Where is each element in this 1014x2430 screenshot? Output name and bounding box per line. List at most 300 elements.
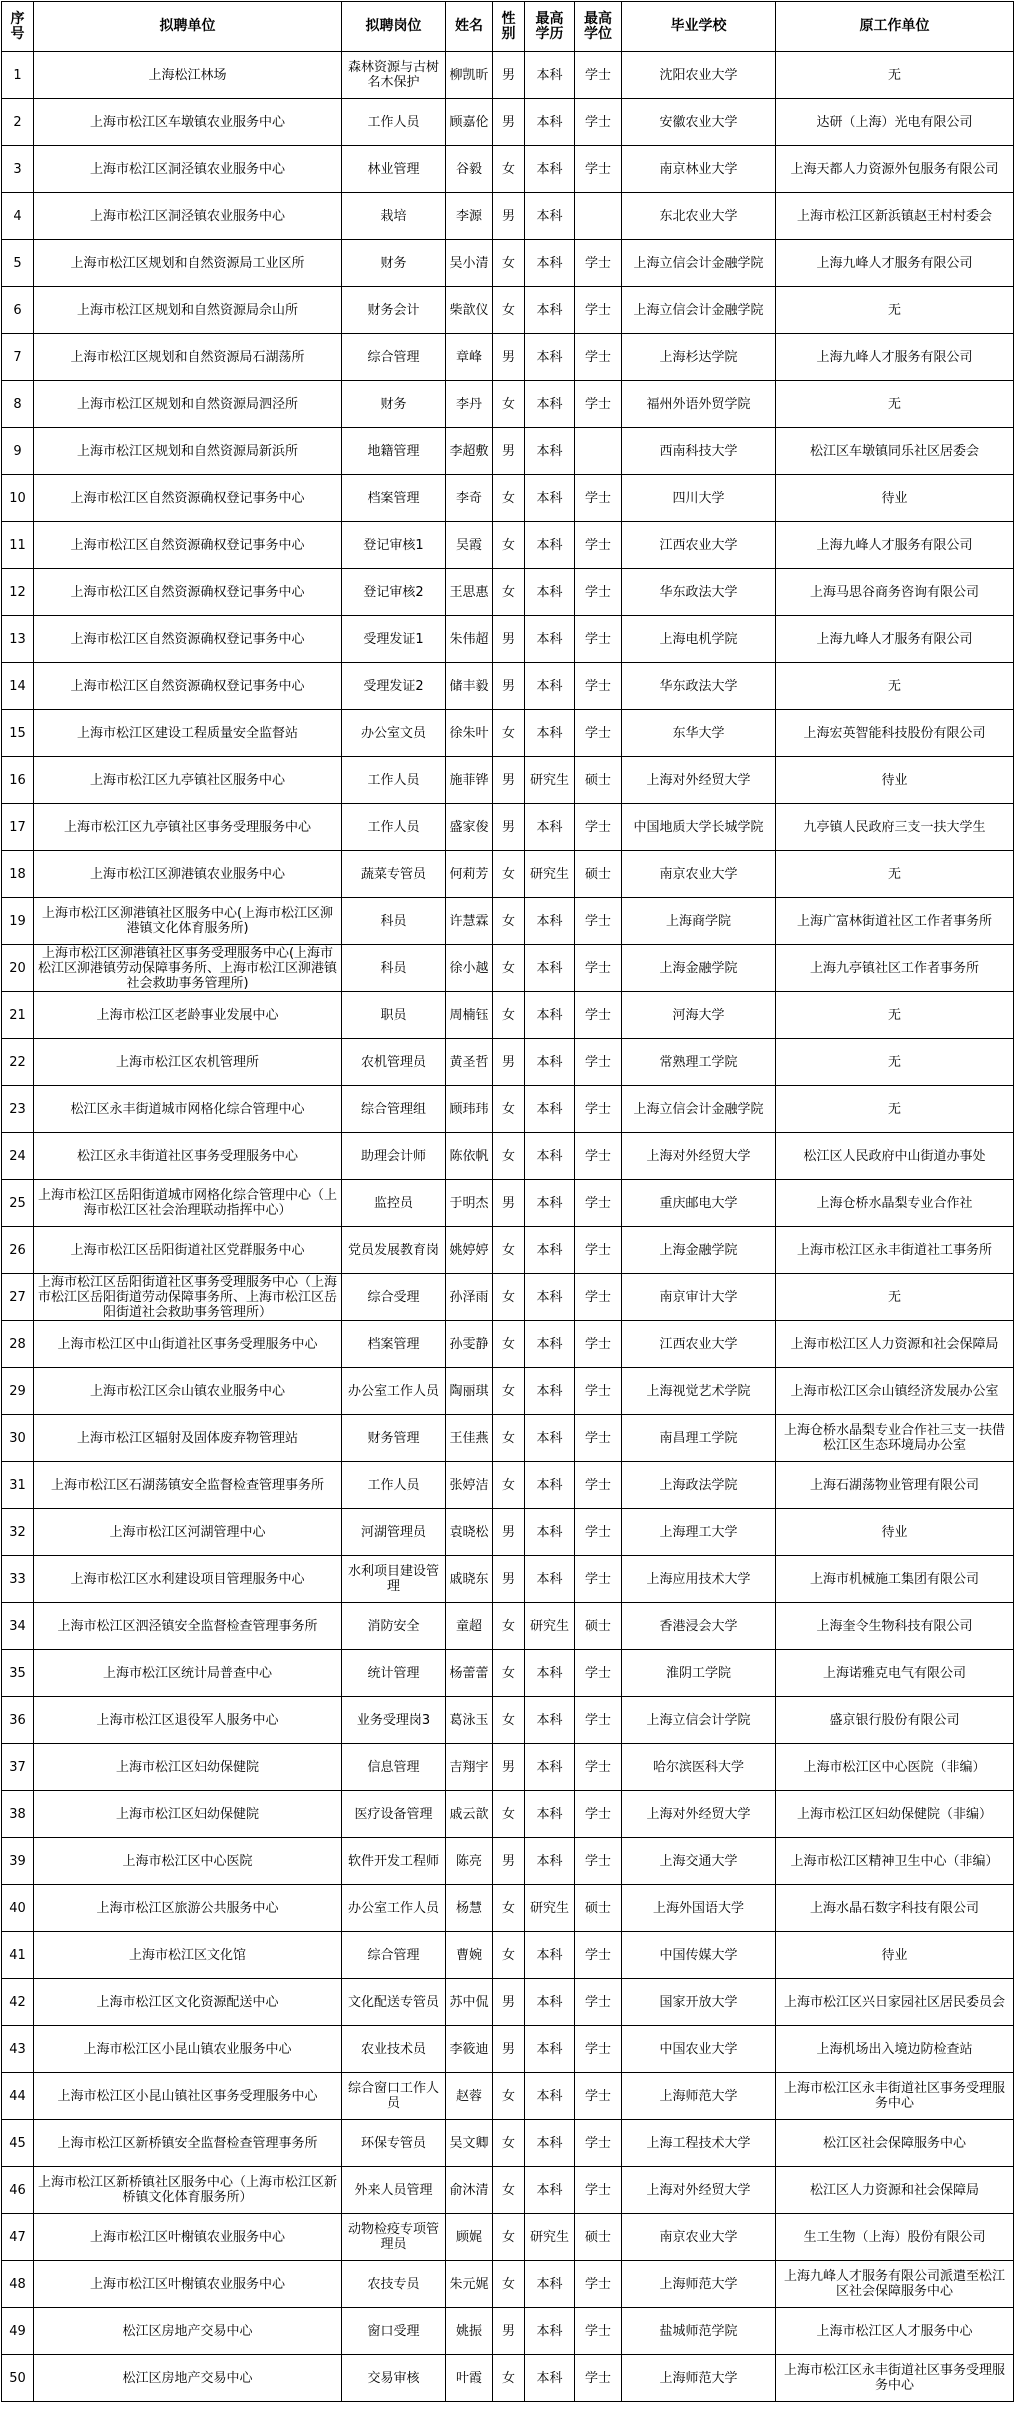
cell-prev: 待业 bbox=[776, 475, 1014, 522]
table-row bbox=[2, 1979, 1014, 2026]
cell-post: 工作人员 bbox=[342, 1462, 446, 1509]
table-row bbox=[2, 1791, 1014, 1838]
cell-degree: 硕士 bbox=[575, 1885, 622, 1932]
cell-post: 农机管理员 bbox=[342, 1039, 446, 1086]
cell-school: 上海工程技术大学 bbox=[622, 2120, 776, 2167]
cell-school: 江西农业大学 bbox=[622, 522, 776, 569]
cell-unit: 松江区房地产交易中心 bbox=[34, 2355, 342, 2402]
cell-gender: 女 bbox=[493, 522, 525, 569]
cell-name: 李超敷 bbox=[446, 428, 493, 475]
cell-post: 档案管理 bbox=[342, 1321, 446, 1368]
cell-name: 杨蕾蕾 bbox=[446, 1650, 493, 1697]
cell-post: 农业技术员 bbox=[342, 2026, 446, 2073]
cell-school: 上海政法学院 bbox=[622, 1462, 776, 1509]
cell-gender: 女 bbox=[493, 2167, 525, 2214]
cell-prev: 上海市松江区永丰街道社区事务受理服务中心 bbox=[776, 2355, 1014, 2402]
cell-edu: 本科 bbox=[525, 2308, 575, 2355]
cell-degree: 学士 bbox=[575, 522, 622, 569]
cell-edu: 本科 bbox=[525, 1838, 575, 1885]
table-row bbox=[2, 757, 1014, 804]
cell-prev: 上海市松江区中心医院（非编） bbox=[776, 1744, 1014, 1791]
cell-degree: 学士 bbox=[575, 240, 622, 287]
cell-school: 上海金融学院 bbox=[622, 1227, 776, 1274]
cell-gender: 女 bbox=[493, 2214, 525, 2261]
cell-name: 叶霞 bbox=[446, 2355, 493, 2402]
cell-edu: 本科 bbox=[525, 1932, 575, 1979]
cell-gender: 女 bbox=[493, 1885, 525, 1932]
cell-school: 上海外国语大学 bbox=[622, 1885, 776, 1932]
cell-prev: 松江区人力资源和社会保障局 bbox=[776, 2167, 1014, 2214]
cell-gender: 女 bbox=[493, 898, 525, 945]
cell-unit: 上海市松江区新桥镇社区服务中心（上海市松江区新桥镇文化体育服务所） bbox=[34, 2167, 342, 2214]
cell-school: 福州外语外贸学院 bbox=[622, 381, 776, 428]
cell-unit: 上海市松江区九亭镇社区事务受理服务中心 bbox=[34, 804, 342, 851]
cell-degree: 学士 bbox=[575, 381, 622, 428]
table-row bbox=[2, 52, 1014, 99]
cell-unit: 上海市松江区统计局普查中心 bbox=[34, 1650, 342, 1697]
cell-edu: 本科 bbox=[525, 898, 575, 945]
cell-edu: 本科 bbox=[525, 193, 575, 240]
cell-degree: 学士 bbox=[575, 1838, 622, 1885]
cell-school: 东北农业大学 bbox=[622, 193, 776, 240]
cell-name: 王思惠 bbox=[446, 569, 493, 616]
cell-name: 王佳燕 bbox=[446, 1415, 493, 1462]
cell-gender: 男 bbox=[493, 1744, 525, 1791]
cell-prev: 九亭镇人民政府三支一扶大学生 bbox=[776, 804, 1014, 851]
cell-gender: 女 bbox=[493, 1462, 525, 1509]
cell-edu: 本科 bbox=[525, 1556, 575, 1603]
cell-seq: 9 bbox=[2, 428, 34, 475]
cell-degree: 学士 bbox=[575, 663, 622, 710]
cell-name: 孙泽雨 bbox=[446, 1274, 493, 1321]
cell-unit: 上海市松江区泖港镇社区事务受理服务中心(上海市松江区泖港镇劳动保障事务所、上海市松江区泖港镇社会救助事务管理所) bbox=[34, 945, 342, 992]
cell-gender: 男 bbox=[493, 1979, 525, 2026]
cell-school: 中国地质大学长城学院 bbox=[622, 804, 776, 851]
cell-gender: 男 bbox=[493, 99, 525, 146]
cell-school: 上海师范大学 bbox=[622, 2073, 776, 2120]
cell-prev: 松江区人民政府中山街道办事处 bbox=[776, 1133, 1014, 1180]
cell-unit: 上海市松江区农机管理所 bbox=[34, 1039, 342, 1086]
cell-degree: 学士 bbox=[575, 616, 622, 663]
cell-gender: 男 bbox=[493, 334, 525, 381]
cell-school: 华东政法大学 bbox=[622, 663, 776, 710]
cell-school: 沈阳农业大学 bbox=[622, 52, 776, 99]
cell-gender: 女 bbox=[493, 1650, 525, 1697]
cell-seq: 27 bbox=[2, 1274, 34, 1321]
cell-name: 朱元娓 bbox=[446, 2261, 493, 2308]
cell-edu: 本科 bbox=[525, 1979, 575, 2026]
cell-name: 陈依帆 bbox=[446, 1133, 493, 1180]
cell-unit: 上海市松江区自然资源确权登记事务中心 bbox=[34, 522, 342, 569]
cell-degree: 学士 bbox=[575, 1415, 622, 1462]
cell-seq: 26 bbox=[2, 1227, 34, 1274]
cell-edu: 本科 bbox=[525, 240, 575, 287]
cell-edu: 本科 bbox=[525, 1039, 575, 1086]
table-row bbox=[2, 710, 1014, 757]
cell-school: 哈尔滨医科大学 bbox=[622, 1744, 776, 1791]
cell-degree: 学士 bbox=[575, 804, 622, 851]
cell-degree: 学士 bbox=[575, 1227, 622, 1274]
cell-unit: 上海松江林场 bbox=[34, 52, 342, 99]
cell-unit: 上海市松江区规划和自然资源局泗泾所 bbox=[34, 381, 342, 428]
cell-gender: 女 bbox=[493, 1274, 525, 1321]
cell-edu: 本科 bbox=[525, 1321, 575, 1368]
cell-degree: 学士 bbox=[575, 1368, 622, 1415]
cell-prev: 上海石湖荡物业管理有限公司 bbox=[776, 1462, 1014, 1509]
cell-school: 上海理工大学 bbox=[622, 1509, 776, 1556]
cell-school: 中国农业大学 bbox=[622, 2026, 776, 2073]
table-row bbox=[2, 1039, 1014, 1086]
cell-prev: 上海九峰人才服务有限公司 bbox=[776, 616, 1014, 663]
cell-prev: 上海仓桥水晶梨专业合作社 bbox=[776, 1180, 1014, 1227]
cell-seq: 39 bbox=[2, 1838, 34, 1885]
cell-school: 上海交通大学 bbox=[622, 1838, 776, 1885]
cell-unit: 上海市松江区规划和自然资源局工业区所 bbox=[34, 240, 342, 287]
cell-seq: 37 bbox=[2, 1744, 34, 1791]
cell-post: 栽培 bbox=[342, 193, 446, 240]
table-row bbox=[2, 334, 1014, 381]
cell-seq: 14 bbox=[2, 663, 34, 710]
cell-degree: 学士 bbox=[575, 569, 622, 616]
cell-school: 中国传媒大学 bbox=[622, 1932, 776, 1979]
cell-seq: 24 bbox=[2, 1133, 34, 1180]
cell-post: 综合管理 bbox=[342, 334, 446, 381]
cell-prev: 无 bbox=[776, 1274, 1014, 1321]
cell-name: 盛家俊 bbox=[446, 804, 493, 851]
table-row bbox=[2, 475, 1014, 522]
cell-school: 四川大学 bbox=[622, 475, 776, 522]
cell-degree: 学士 bbox=[575, 1744, 622, 1791]
cell-post: 办公室工作人员 bbox=[342, 1368, 446, 1415]
cell-edu: 本科 bbox=[525, 1368, 575, 1415]
cell-edu: 本科 bbox=[525, 2073, 575, 2120]
cell-gender: 女 bbox=[493, 287, 525, 334]
cell-school: 南京林业大学 bbox=[622, 146, 776, 193]
cell-name: 陶丽琪 bbox=[446, 1368, 493, 1415]
cell-edu: 本科 bbox=[525, 52, 575, 99]
cell-edu: 本科 bbox=[525, 992, 575, 1039]
cell-post: 医疗设备管理 bbox=[342, 1791, 446, 1838]
cell-gender: 女 bbox=[493, 1321, 525, 1368]
cell-gender: 女 bbox=[493, 569, 525, 616]
cell-seq: 42 bbox=[2, 1979, 34, 2026]
cell-degree: 学士 bbox=[575, 2308, 622, 2355]
cell-school: 河海大学 bbox=[622, 992, 776, 1039]
cell-name: 徐朱叶 bbox=[446, 710, 493, 757]
cell-name: 李奇 bbox=[446, 475, 493, 522]
header-post: 拟聘岗位 bbox=[342, 2, 446, 52]
cell-unit: 上海市松江区辐射及固体废弃物管理站 bbox=[34, 1415, 342, 1462]
cell-name: 童超 bbox=[446, 1603, 493, 1650]
cell-degree: 学士 bbox=[575, 1650, 622, 1697]
table-row bbox=[2, 2073, 1014, 2120]
cell-post: 工作人员 bbox=[342, 804, 446, 851]
cell-edu: 本科 bbox=[525, 146, 575, 193]
table-row bbox=[2, 663, 1014, 710]
cell-name: 黄圣哲 bbox=[446, 1039, 493, 1086]
cell-post: 信息管理 bbox=[342, 1744, 446, 1791]
cell-seq: 17 bbox=[2, 804, 34, 851]
cell-school: 上海立信会计金融学院 bbox=[622, 287, 776, 334]
cell-post: 水利项目建设管理 bbox=[342, 1556, 446, 1603]
cell-seq: 46 bbox=[2, 2167, 34, 2214]
cell-gender: 男 bbox=[493, 193, 525, 240]
cell-edu: 本科 bbox=[525, 1274, 575, 1321]
cell-name: 徐小越 bbox=[446, 945, 493, 992]
cell-prev: 上海广富林街道社区工作者事务所 bbox=[776, 898, 1014, 945]
table-row bbox=[2, 1509, 1014, 1556]
cell-degree: 学士 bbox=[575, 2073, 622, 2120]
cell-name: 陈亮 bbox=[446, 1838, 493, 1885]
cell-edu: 本科 bbox=[525, 475, 575, 522]
cell-unit: 上海市松江区佘山镇农业服务中心 bbox=[34, 1368, 342, 1415]
table-row bbox=[2, 2355, 1014, 2402]
cell-unit: 上海市松江区中心医院 bbox=[34, 1838, 342, 1885]
cell-degree: 学士 bbox=[575, 1791, 622, 1838]
cell-post: 办公室文员 bbox=[342, 710, 446, 757]
cell-name: 袁晓松 bbox=[446, 1509, 493, 1556]
cell-school: 南昌理工学院 bbox=[622, 1415, 776, 1462]
cell-prev: 无 bbox=[776, 851, 1014, 898]
cell-prev: 上海马思谷商务咨询有限公司 bbox=[776, 569, 1014, 616]
cell-degree bbox=[575, 193, 622, 240]
table-row bbox=[2, 522, 1014, 569]
table-row bbox=[2, 1274, 1014, 1321]
cell-prev: 无 bbox=[776, 992, 1014, 1039]
cell-seq: 16 bbox=[2, 757, 34, 804]
table-row bbox=[2, 193, 1014, 240]
cell-gender: 男 bbox=[493, 1556, 525, 1603]
cell-post: 科员 bbox=[342, 945, 446, 992]
table-row bbox=[2, 1697, 1014, 1744]
table-row bbox=[2, 1227, 1014, 1274]
table-row bbox=[2, 616, 1014, 663]
cell-prev: 无 bbox=[776, 1039, 1014, 1086]
cell-unit: 上海市松江区文化资源配送中心 bbox=[34, 1979, 342, 2026]
cell-edu: 本科 bbox=[525, 2167, 575, 2214]
table-row bbox=[2, 1415, 1014, 1462]
cell-post: 财务 bbox=[342, 240, 446, 287]
cell-post: 综合管理 bbox=[342, 1932, 446, 1979]
cell-prev: 生工生物（上海）股份有限公司 bbox=[776, 2214, 1014, 2261]
cell-edu: 本科 bbox=[525, 1697, 575, 1744]
cell-prev: 松江区车墩镇同乐社区居委会 bbox=[776, 428, 1014, 475]
cell-unit: 上海市松江区九亭镇社区服务中心 bbox=[34, 757, 342, 804]
cell-degree: 学士 bbox=[575, 1180, 622, 1227]
cell-unit: 上海市松江区建设工程质量安全监督站 bbox=[34, 710, 342, 757]
cell-unit: 上海市松江区自然资源确权登记事务中心 bbox=[34, 475, 342, 522]
cell-name: 许慧霖 bbox=[446, 898, 493, 945]
cell-school: 重庆邮电大学 bbox=[622, 1180, 776, 1227]
cell-unit: 上海市松江区叶榭镇农业服务中心 bbox=[34, 2261, 342, 2308]
cell-unit: 上海市松江区小昆山镇农业服务中心 bbox=[34, 2026, 342, 2073]
cell-gender: 男 bbox=[493, 1039, 525, 1086]
cell-post: 财务 bbox=[342, 381, 446, 428]
cell-school: 上海金融学院 bbox=[622, 945, 776, 992]
cell-edu: 研究生 bbox=[525, 1885, 575, 1932]
cell-school: 上海立信会计学院 bbox=[622, 1697, 776, 1744]
cell-seq: 41 bbox=[2, 1932, 34, 1979]
cell-school: 安徽农业大学 bbox=[622, 99, 776, 146]
cell-post: 党员发展教育岗 bbox=[342, 1227, 446, 1274]
cell-gender: 女 bbox=[493, 1932, 525, 1979]
cell-gender: 女 bbox=[493, 1697, 525, 1744]
cell-edu: 本科 bbox=[525, 522, 575, 569]
cell-unit: 上海市松江区叶榭镇农业服务中心 bbox=[34, 2214, 342, 2261]
cell-prev: 上海九峰人才服务有限公司 bbox=[776, 240, 1014, 287]
cell-post: 财务管理 bbox=[342, 1415, 446, 1462]
cell-school: 西南科技大学 bbox=[622, 428, 776, 475]
cell-prev: 上海九峰人才服务有限公司 bbox=[776, 334, 1014, 381]
cell-gender: 女 bbox=[493, 1368, 525, 1415]
cell-prev: 待业 bbox=[776, 1932, 1014, 1979]
table-row bbox=[2, 851, 1014, 898]
cell-school: 南京农业大学 bbox=[622, 851, 776, 898]
cell-name: 姚振 bbox=[446, 2308, 493, 2355]
cell-gender: 女 bbox=[493, 1133, 525, 1180]
cell-post: 受理发证2 bbox=[342, 663, 446, 710]
table-row bbox=[2, 2026, 1014, 2073]
cell-edu: 本科 bbox=[525, 1509, 575, 1556]
table-row bbox=[2, 1133, 1014, 1180]
cell-seq: 50 bbox=[2, 2355, 34, 2402]
table-row bbox=[2, 2308, 1014, 2355]
cell-prev: 无 bbox=[776, 52, 1014, 99]
cell-edu: 本科 bbox=[525, 99, 575, 146]
cell-seq: 23 bbox=[2, 1086, 34, 1133]
cell-name: 戚晓东 bbox=[446, 1556, 493, 1603]
cell-edu: 本科 bbox=[525, 334, 575, 381]
header-gender: 性别 bbox=[493, 2, 525, 52]
cell-seq: 20 bbox=[2, 945, 34, 992]
cell-degree: 学士 bbox=[575, 898, 622, 945]
cell-unit: 松江区房地产交易中心 bbox=[34, 2308, 342, 2355]
table-row bbox=[2, 1556, 1014, 1603]
cell-degree: 学士 bbox=[575, 2120, 622, 2167]
cell-school: 上海对外经贸大学 bbox=[622, 1133, 776, 1180]
cell-name: 何莉芳 bbox=[446, 851, 493, 898]
cell-school: 江西农业大学 bbox=[622, 1321, 776, 1368]
cell-gender: 女 bbox=[493, 1415, 525, 1462]
cell-edu: 本科 bbox=[525, 2355, 575, 2402]
cell-prev: 上海市松江区兴日家园社区居民委员会 bbox=[776, 1979, 1014, 2026]
cell-post: 农技专员 bbox=[342, 2261, 446, 2308]
cell-degree: 学士 bbox=[575, 475, 622, 522]
cell-post: 环保专管员 bbox=[342, 2120, 446, 2167]
cell-edu: 研究生 bbox=[525, 851, 575, 898]
header-row bbox=[2, 2, 1014, 52]
cell-prev: 上海市松江区人力资源和社会保障局 bbox=[776, 1321, 1014, 1368]
cell-post: 文化配送专管员 bbox=[342, 1979, 446, 2026]
cell-post: 监控员 bbox=[342, 1180, 446, 1227]
cell-name: 谷毅 bbox=[446, 146, 493, 193]
cell-edu: 本科 bbox=[525, 2120, 575, 2167]
cell-school: 上海视觉艺术学院 bbox=[622, 1368, 776, 1415]
cell-prev: 上海天都人力资源外包服务有限公司 bbox=[776, 146, 1014, 193]
cell-prev: 上海诺雅克电气有限公司 bbox=[776, 1650, 1014, 1697]
cell-edu: 研究生 bbox=[525, 1603, 575, 1650]
cell-unit: 上海市松江区河湖管理中心 bbox=[34, 1509, 342, 1556]
table-row bbox=[2, 1462, 1014, 1509]
cell-prev: 无 bbox=[776, 1086, 1014, 1133]
cell-post: 动物检疫专项管理员 bbox=[342, 2214, 446, 2261]
cell-school: 上海师范大学 bbox=[622, 2355, 776, 2402]
cell-degree: 学士 bbox=[575, 2167, 622, 2214]
table-row bbox=[2, 1744, 1014, 1791]
cell-gender: 男 bbox=[493, 804, 525, 851]
cell-post: 助理会计师 bbox=[342, 1133, 446, 1180]
cell-prev: 上海九峰人才服务有限公司 bbox=[776, 522, 1014, 569]
cell-prev: 上海九峰人才服务有限公司派遣至松江区社会保障服务中心 bbox=[776, 2261, 1014, 2308]
cell-prev: 上海九亭镇社区工作者事务所 bbox=[776, 945, 1014, 992]
cell-seq: 32 bbox=[2, 1509, 34, 1556]
cell-seq: 19 bbox=[2, 898, 34, 945]
cell-name: 杨慧 bbox=[446, 1885, 493, 1932]
cell-seq: 49 bbox=[2, 2308, 34, 2355]
cell-prev: 上海机场出入境边防检查站 bbox=[776, 2026, 1014, 2073]
cell-unit: 上海市松江区洞泾镇农业服务中心 bbox=[34, 193, 342, 240]
cell-name: 吴小清 bbox=[446, 240, 493, 287]
cell-seq: 6 bbox=[2, 287, 34, 334]
cell-name: 孙雯静 bbox=[446, 1321, 493, 1368]
cell-seq: 3 bbox=[2, 146, 34, 193]
cell-post: 森林资源与古树名木保护 bbox=[342, 52, 446, 99]
table-body bbox=[2, 52, 1014, 2402]
cell-degree: 学士 bbox=[575, 52, 622, 99]
cell-post: 消防安全 bbox=[342, 1603, 446, 1650]
header-name: 姓名 bbox=[446, 2, 493, 52]
cell-name: 赵蓉 bbox=[446, 2073, 493, 2120]
cell-post: 河湖管理员 bbox=[342, 1509, 446, 1556]
cell-prev: 上海市松江区新浜镇赵王村村委会 bbox=[776, 193, 1014, 240]
cell-edu: 本科 bbox=[525, 945, 575, 992]
cell-school: 上海杉达学院 bbox=[622, 334, 776, 381]
cell-seq: 40 bbox=[2, 1885, 34, 1932]
cell-degree: 学士 bbox=[575, 1086, 622, 1133]
cell-gender: 男 bbox=[493, 616, 525, 663]
table-row bbox=[2, 2261, 1014, 2308]
header-seq: 序号 bbox=[2, 2, 34, 52]
cell-edu: 本科 bbox=[525, 663, 575, 710]
cell-degree: 学士 bbox=[575, 334, 622, 381]
cell-seq: 13 bbox=[2, 616, 34, 663]
cell-school: 香港浸会大学 bbox=[622, 1603, 776, 1650]
cell-seq: 48 bbox=[2, 2261, 34, 2308]
cell-edu: 本科 bbox=[525, 616, 575, 663]
cell-degree: 硕士 bbox=[575, 1603, 622, 1650]
cell-name: 柴歆仪 bbox=[446, 287, 493, 334]
cell-edu: 本科 bbox=[525, 804, 575, 851]
cell-unit: 上海市松江区小昆山镇社区事务受理服务中心 bbox=[34, 2073, 342, 2120]
table-row bbox=[2, 2120, 1014, 2167]
table-row bbox=[2, 569, 1014, 616]
cell-name: 于明杰 bbox=[446, 1180, 493, 1227]
cell-name: 李源 bbox=[446, 193, 493, 240]
cell-unit: 上海市松江区岳阳街道社区党群服务中心 bbox=[34, 1227, 342, 1274]
cell-gender: 女 bbox=[493, 945, 525, 992]
cell-seq: 31 bbox=[2, 1462, 34, 1509]
cell-post: 财务会计 bbox=[342, 287, 446, 334]
cell-unit: 松江区永丰街道城市网格化综合管理中心 bbox=[34, 1086, 342, 1133]
cell-unit: 上海市松江区中山街道社区事务受理服务中心 bbox=[34, 1321, 342, 1368]
cell-prev: 松江区社会保障服务中心 bbox=[776, 2120, 1014, 2167]
cell-seq: 1 bbox=[2, 52, 34, 99]
cell-unit: 上海市松江区妇幼保健院 bbox=[34, 1744, 342, 1791]
cell-gender: 女 bbox=[493, 1086, 525, 1133]
cell-name: 苏中侃 bbox=[446, 1979, 493, 2026]
cell-unit: 上海市松江区自然资源确权登记事务中心 bbox=[34, 663, 342, 710]
cell-unit: 上海市松江区泖港镇社区服务中心(上海市松江区泖港镇文化体育服务所) bbox=[34, 898, 342, 945]
